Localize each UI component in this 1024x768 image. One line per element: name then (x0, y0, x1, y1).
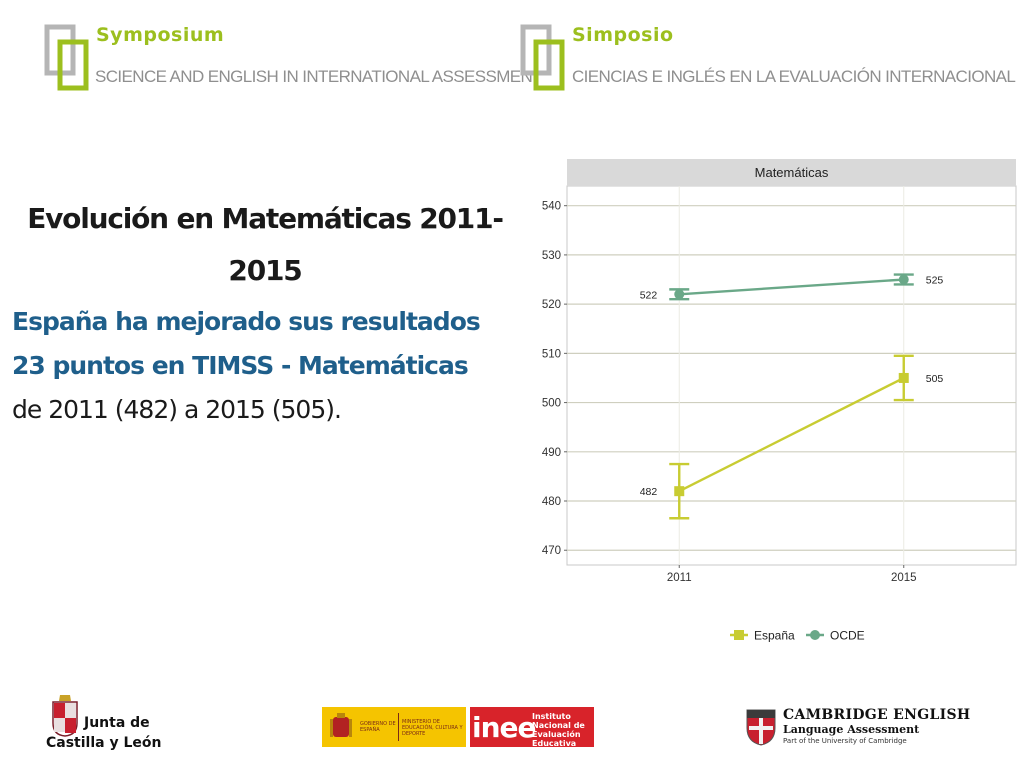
y-tick-label: 490 (541, 446, 561, 459)
data-point (899, 275, 909, 285)
symposium-subtitle: SCIENCE AND ENGLISH IN INTERNATIONAL ASSESSMENT (95, 67, 542, 86)
slide-title-line2: 2015 (228, 254, 302, 287)
jcyl-line1: Junta de (84, 715, 150, 731)
data-label: 525 (925, 274, 944, 287)
cambridge-line3: Part of the University of Cambridge (783, 737, 907, 745)
simposio-word: Simposio (572, 24, 674, 46)
gobierno-inee-logo (322, 707, 594, 747)
highlight-line2: 23 puntos en TIMSS - Matemáticas (12, 351, 468, 380)
header-left (0, 0, 542, 110)
cambridge-logo (745, 707, 975, 749)
symposium-logo-icon (44, 24, 96, 94)
cambridge-line2: Language Assessment (783, 723, 920, 736)
y-tick-label: 520 (541, 299, 561, 312)
cambridge-line1: CAMBRIDGE ENGLISH (783, 707, 971, 723)
data-label: 482 (639, 486, 658, 499)
jcyl-logo (46, 693, 162, 759)
y-tick-label: 510 (541, 348, 561, 361)
gobierno-divider (398, 713, 399, 741)
symposium-word: Symposium (96, 24, 225, 46)
data-point (674, 486, 684, 496)
ministerio-text: MINISTERIO DE EDUCACIÓN, CULTURA Y DEPORTE (402, 719, 463, 737)
legend-key-marker (810, 630, 820, 640)
y-tick-label: 500 (541, 397, 561, 410)
legend-label: OCDE (830, 628, 865, 643)
x-tick-label: 2011 (666, 572, 692, 584)
x-tick-label: 2015 (890, 572, 917, 584)
data-point (899, 373, 909, 383)
y-tick-label: 530 (541, 249, 561, 262)
cambridge-shield-icon (745, 708, 777, 746)
jcyl-line2: Castilla y León (46, 735, 162, 751)
data-point (674, 289, 684, 299)
legend-key-marker (734, 630, 744, 640)
data-label: 505 (925, 372, 944, 385)
slide-title-line1: Evolución en Matemáticas 2011- (27, 202, 503, 235)
y-tick-label: 480 (541, 496, 561, 509)
legend-label: España (754, 628, 795, 643)
simposio-logo-icon (520, 24, 572, 94)
inee-name: Instituto Nacional de Evaluación Educativa (532, 712, 585, 748)
body-line: de 2011 (482) a 2015 (505). (12, 395, 341, 424)
coat-of-arms-icon (328, 711, 354, 743)
jcyl-shield-icon (50, 693, 80, 737)
slide-body (12, 300, 522, 432)
highlight-line1: España ha mejorado sus resultados (12, 307, 480, 336)
header-right (512, 0, 1024, 110)
y-tick-label: 470 (541, 545, 561, 558)
chart-title: Matemáticas (754, 165, 829, 180)
data-label: 522 (639, 289, 658, 302)
slide-title (0, 193, 530, 297)
math-chart (530, 150, 1020, 650)
y-tick-label: 540 (541, 200, 561, 213)
gobierno-text: GOBIERNO DE ESPAÑA (360, 721, 396, 733)
simposio-subtitle: CIENCIAS E INGLÉS EN LA EVALUACIÓN INTERNACIONAL (572, 67, 1016, 86)
inee-logo-text: inee (472, 711, 536, 744)
plot-panel (567, 186, 1016, 565)
